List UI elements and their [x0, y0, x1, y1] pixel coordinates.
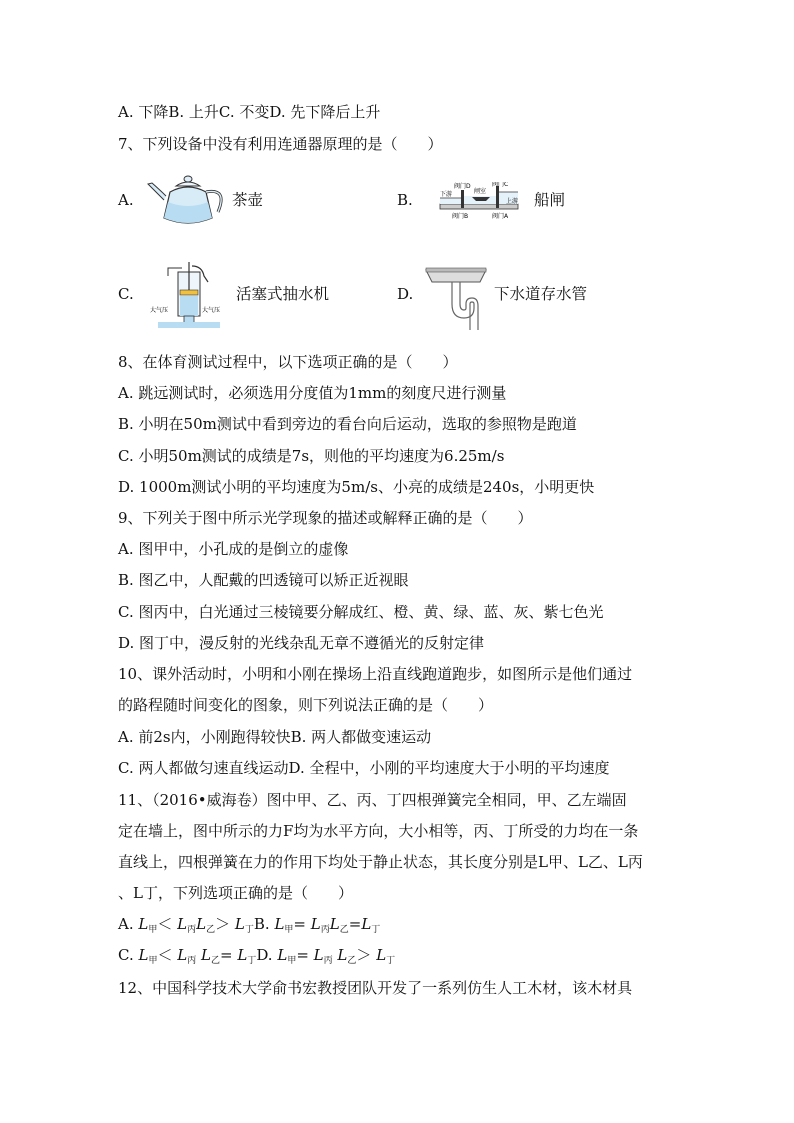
q9-option-a: A. 图甲中，小孔成的是倒立的虚像: [118, 540, 349, 558]
q8-option-d: D. 1000m测试小明的平均速度为5m/s、小亮的成绩是240s，小明更快: [118, 478, 595, 496]
q7-option-c-label: C.: [118, 285, 134, 303]
pump-label-atmos-left: 大气压: [150, 307, 169, 314]
q10-options-line-2: C. 两人都做匀速直线运动D. 全程中，小刚的平均速度大于小明的平均速度: [118, 759, 610, 777]
q9-option-b: B. 图乙中，人配戴的凹透镜可以矫正近视眼: [118, 571, 409, 589]
q11-options-line-2: C. $L_甲< L_丙$ $L_乙= L_丁D$. $L_甲= L_丙$ $L_乙> L_丁$: [118, 946, 396, 966]
q7-option-d-text: 下水道存水管: [494, 285, 588, 303]
q8-option-a: A. 跳远测试时，必须选用分度值为1mm的刻度尺进行测量: [118, 384, 507, 402]
lock-label-valve-d: 阀门D: [454, 183, 471, 190]
ship-lock-icon: [436, 182, 522, 228]
sink-trap-icon: [424, 264, 488, 330]
q11-stem-line-4: 、L丁，下列选项正确的是（ ）: [118, 884, 353, 902]
lock-label-chamber: 闸室: [474, 188, 487, 195]
lock-label-downstream: 下游: [440, 191, 453, 198]
lock-label-valve-a: 阀门A: [492, 213, 509, 220]
q11-stem-line-2: 定在墙上，图中所示的力F均为水平方向，大小相等，丙、丁所受的力均在一条: [118, 822, 639, 840]
q10-options-line-1: A. 前2s内，小刚跑得较快B. 两人都做变速运动: [118, 728, 432, 746]
q10-stem-line-1: 10、课外活动时，小明和小刚在操场上沿直线跑道跑步，如图所示是他们通过: [118, 665, 633, 683]
q7-option-c-text: 活塞式抽水机: [236, 285, 330, 303]
q7-option-a-text: 茶壶: [232, 191, 264, 209]
q6-options: A. 下降B. 上升C. 不变D. 先下降后上升: [118, 103, 381, 121]
lock-label-valve-c: 阀门C: [492, 182, 509, 188]
q8-option-c: C. 小明50m测试的成绩是7s，则他的平均速度为6.25m/s: [118, 447, 505, 465]
q8-option-b: B. 小明在50m测试中看到旁边的看台向后运动，选取的参照物是跑道: [118, 415, 577, 433]
pump-label-atmos-right: 大气压: [202, 307, 221, 314]
q8-stem: 8、在体育测试过程中，以下选项正确的是（ ）: [118, 353, 458, 371]
q11-stem-line-3: 直线上，四根弹簧在力的作用下均处于静止状态，其长度分别是L甲、L乙、L丙: [118, 853, 643, 871]
lock-label-valve-b: 阀门B: [452, 213, 469, 220]
q10-stem-line-2: 的路程随时间变化的图象，则下列说法正确的是（ ）: [118, 696, 494, 714]
q9-stem: 9、下列关于图中所示光学现象的描述或解释正确的是（ ）: [118, 509, 533, 527]
piston-pump-icon: [148, 262, 228, 330]
q9-option-d: D. 图丁中，漫反射的光线杂乱无章不遵循光的反射定律: [118, 634, 485, 652]
q11-options-line-1: A. $L_甲< L_丙L_乙> L_丁B$. $L_甲= L_丙L_乙=L_丁$: [118, 915, 381, 935]
q7-stem: 7、下列设备中没有利用连通器原理的是（ ）: [118, 135, 443, 153]
q7-option-a-label: A.: [118, 191, 134, 209]
q7-option-b-text: 船闸: [534, 191, 566, 209]
teapot-icon: [146, 170, 232, 230]
q12-stem: 12、中国科学技术大学俞书宏教授团队开发了一系列仿生人工木材，该木材具: [118, 979, 633, 997]
q11-stem-line-1: 11、（2016•威海卷）图中甲、乙、丙、丁四根弹簧完全相同，甲、乙左端固: [118, 791, 627, 809]
q7-option-d-label: D.: [397, 285, 414, 303]
q7-option-b-label: B.: [397, 191, 413, 209]
q9-option-c: C. 图丙中，白光通过三棱镜要分解成红、橙、黄、绿、蓝、灰、紫七色光: [118, 603, 604, 621]
lock-label-upstream: 上游: [506, 198, 519, 205]
